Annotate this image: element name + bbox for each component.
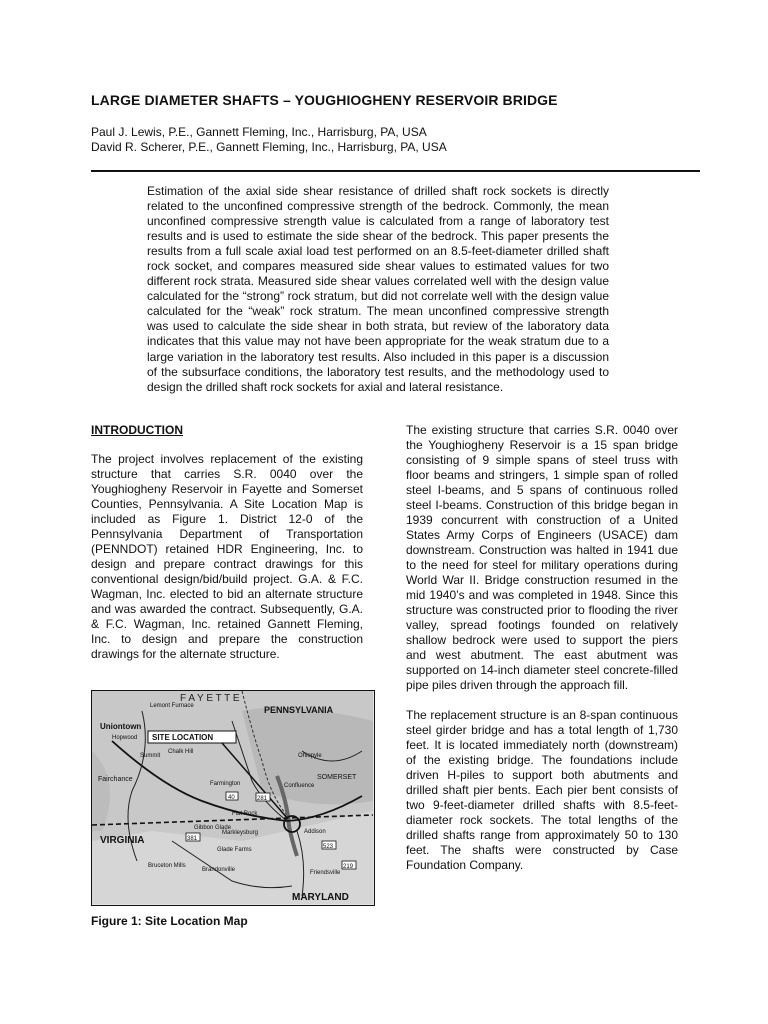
introduction-paragraph-1: The project involves replacement of the existing structure that carries S.R. 0040 over the Youghiogheny Reservoir in Fayette and Somerset Counties, Pennsylvania. A Site Location Map is included as Figure 1. District 12-0 of the Pennsylvania Department of Transportation (PENNDOT) retained HDR Engineering, Inc. to design and prepare contract drawings for this conventional design/bid/build project. G.A. & F.C. Wagman, Inc. elected to bid an alternate structure and was awarded the contract. Subsequently, G.A. & F.C. Wagman, Inc. retained Gannett Fleming, Inc. to design and prepare the construction drawings for the alternate structure.	[91, 452, 363, 661]
map-label-farmington: Farmington	[210, 781, 241, 787]
map-label-fayette: F A Y E T T E	[180, 693, 240, 704]
map-label-markleysburg: Markleysburg	[222, 830, 259, 836]
map-label-glade-farms: Glade Farms	[217, 847, 252, 853]
paper-title: LARGE DIAMETER SHAFTS – YOUGHIOGHENY RESERVOIR BRIDGE	[91, 92, 558, 108]
author-2: David R. Scherer, P.E., Gannett Fleming, Inc., Harrisburg, PA, USA	[91, 140, 447, 154]
map-label-pennsylvania: PENNSYLVANIA	[264, 705, 334, 715]
introduction-paragraph-3: The replacement structure is an 8-span continuous steel girder bridge and has a total length of 1,730 feet. It is located immediately north (downstream) of the existing bridge. The foundations include driven H-piles to support both abutments and drilled shaft pier bents. Each pier bent consists of two 9-feet-diameter drilled shafts with 8.5-feet-diameter rock sockets. The total lengths of the drilled shafts range from approximately 50 to 130 feet. The shafts were constructed by Case Foundation Company.	[406, 708, 678, 872]
route-40-shield: 40	[228, 795, 235, 801]
route-281-shield: 281	[257, 796, 268, 802]
map-label-summit: Summit	[140, 753, 161, 759]
route-381-shield: 381	[187, 836, 198, 842]
abstract: Estimation of the axial side shear resistance of drilled shaft rock sockets is directly related to the unconfined compressive strength of the bedrock. Commonly, the mean unconfined compressive strength value is calculated from a range of laboratory test results and is used to estimate the side shear of the bedrock. This paper presents the results from a full scale axial load test performed on an 8.5-feet-diameter drilled shaft rock socket, and compares measured side shear values to estimated values for two different rock strata. Measured side shear values correlated well with the design value calculated for the “strong” rock stratum, but did not correlate well with the design value calculated for the “weak” rock stratum. The mean unconfined compressive strength was used to calculate the side shear in both strata, but review of the laboratory data indicates that this value may not have been appropriate for the weak stratum due to a large variation in the laboratory test results. Also included in this paper is a discussion of the subsurface conditions, the laboratory test results, and the methodology used to design the drilled shaft rock sockets for axial and lateral resistance.	[147, 184, 609, 394]
map-label-uniontown: Uniontown	[100, 722, 142, 731]
map-label-hopwood: Hopwood	[112, 735, 138, 741]
site-location-map	[91, 690, 375, 906]
left-column	[91, 423, 363, 677]
map-label-flat-rock: Flat Rock	[232, 811, 258, 817]
map-label-virginia: VIRGINIA	[100, 835, 145, 846]
map-label-somerset: SOMERSET	[317, 774, 357, 781]
author-list	[91, 125, 447, 155]
map-label-lemont-furnace: Lemont Furnace	[150, 703, 194, 709]
figure-caption: Figure 1: Site Location Map	[91, 914, 248, 928]
route-523-shield: 523	[323, 844, 334, 850]
route-219-shield: 219	[343, 864, 354, 870]
author-1: Paul J. Lewis, P.E., Gannett Fleming, Inc., Harrisburg, PA, USA	[91, 125, 427, 139]
map-label-brandonville: Brandonville	[202, 867, 236, 873]
map-label-bruceton-mills: Bruceton Mills	[148, 863, 186, 869]
map-label-fairchance: Fairchance	[98, 776, 133, 783]
map-label-chalk-hill: Chalk Hill	[168, 749, 194, 755]
map-label-confluence: Confluence	[284, 783, 315, 789]
introduction-heading: INTRODUCTION	[91, 423, 183, 437]
title-rule	[91, 170, 700, 172]
map-label-site-location: SITE LOCATION	[152, 733, 214, 742]
map-label-friendsville: Friendsville	[310, 870, 341, 876]
introduction-paragraph-2: The existing structure that carries S.R. 0040 over the Youghiogheny Reservoir is a 15 span bridge consisting of 9 simple spans of steel truss with floor beams and stringers, 1 simple span of rolled steel I-beams, and 5 spans of continuous rolled steel I-beams. Construction of this bridge began in 1939 concurrent with construction of a United States Army Corps of Engineers (USACE) dam downstream. Construction was halted in 1941 due to the need for steel for military operations during World War II. Bridge construction resumed in the mid 1940’s and was completed in 1948. Since this structure was constructed prior to flooding the river valley, spread footings founded on relatively shallow bedrock were used to support the piers and west abutment. The east abutment was supported on 14-inch diameter steel concrete-filled pipe piles driven through the approach fill.	[406, 423, 678, 692]
map-label-ohiopyle: Ohiopyle	[298, 753, 322, 759]
map-label-maryland: MARYLAND	[292, 892, 349, 903]
map-label-addison: Addison	[304, 829, 326, 835]
map-label-gibbon-glade: Gibbon Glade	[194, 825, 232, 831]
right-column	[406, 423, 678, 888]
